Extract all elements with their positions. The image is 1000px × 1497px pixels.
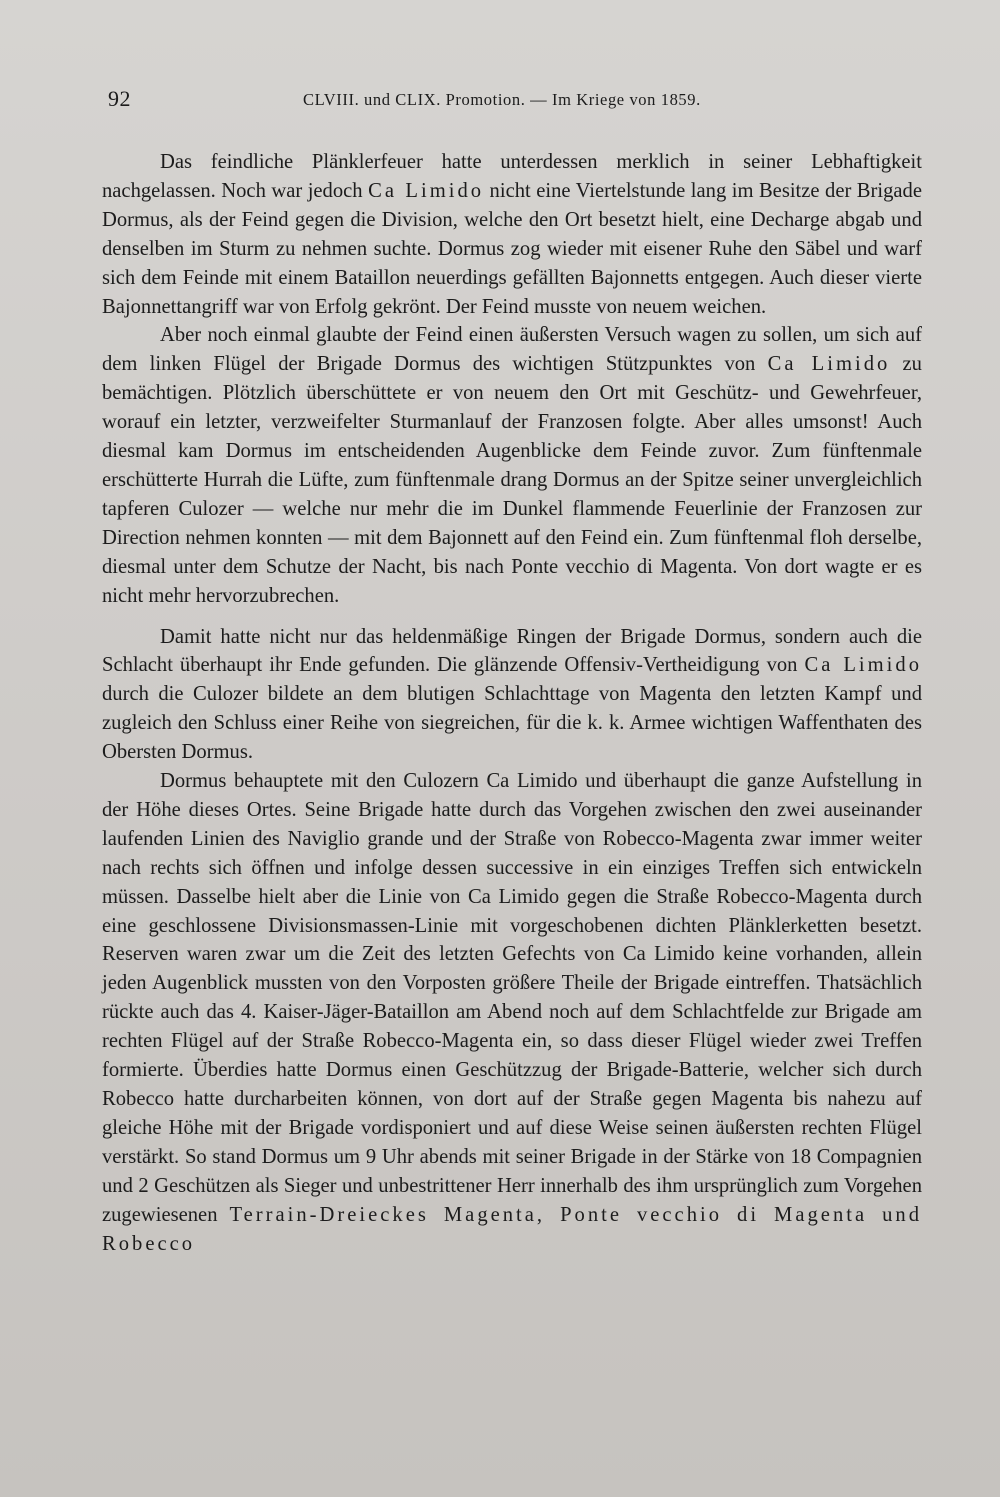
text-run: nicht eine Viertelstunde lang im Besitze der Brigade Dormus, als der Feind gegen die Division, welche den Ort besetzt hielt, eine Decharge abgab und denselben im Sturm zu nehmen suchte. Dormus zog wieder mit eisener Ruhe den Säbel und warf sich dem Feinde mit einem Bataillon neuerdings gefällten Bajonnetts entgegen. Auch dieser vierte Bajonnettangriff war von Erfolg gekrönt. Der Feind musste von neuem weichen.	[102, 179, 922, 318]
text-run: Damit hatte nicht nur das heldenmäßige Ringen der Brigade Dormus, sondern auch die Schlacht überhaupt ihr Ende gefunden. Die glänzende Offensiv-Vertheidigung von	[102, 625, 922, 677]
paragraph	[102, 148, 922, 321]
body-text	[102, 148, 922, 1258]
text-run: Das feindliche Plänklerfeuer hatte unterdessen merklich in seiner Lebhaftigkeit nachgelassen. Noch war jedoch	[102, 151, 922, 202]
page-header	[108, 86, 938, 120]
spaced-text-run: Terrain-Dreieckes Magenta, Ponte vecchio di Magenta und Robecco	[102, 1203, 922, 1255]
page-number: 92	[108, 86, 131, 111]
running-head: CLVIII. und CLIX. Promotion. — Im Kriege von 1859.	[303, 90, 701, 109]
spaced-text-run: Ca Limido	[368, 179, 485, 202]
spaced-text-run: Ca Limido	[767, 353, 891, 376]
spaced-text-run: Ca Limido	[804, 654, 922, 677]
paragraph	[102, 321, 922, 610]
paragraph	[102, 767, 922, 1258]
text-run: Dormus behauptete mit den Culozern Ca Limido und überhaupt die ganze Aufstellung in der Höhe dieses Ortes. Seine Brigade hatte durch das Vorgehen zwischen den zwei auseinander laufenden Linien des Naviglio grande und der Straße von Robecco-Magenta zwar immer weiter nach rechts sich öffnen und infolge dessen successive in ein einziges Treffen sich entwickeln müssen. Dasselbe hielt aber die Linie von Ca Limido gegen die Straße Robecco-Magenta durch eine geschlossene Divisionsmassen-Linie mit vorgeschobenen dichten Plänklerketten besetzt. Reserven waren zwar um die Zeit des letzten Gefechts von Ca Limido keine vorhanden, allein jeden Augenblick mussten von den Vorposten größere Theile der Brigade eintreffen. Thatsächlich rückte auch das 4. Kaiser-Jäger-Bataillon am Abend noch auf dem Schlachtfelde zur Brigade am rechten Flügel auf der Straße Robecco-Magenta ein, so dass dieser Flügel wieder zwei Treffen formierte. Überdies hatte Dormus einen Geschützzug der Brigade-Batterie, welcher sich durch Robecco hatte durcharbeiten können, von dort auf der Straße gegen Magenta bis nahezu auf gleiche Höhe mit der Brigade vordisponiert und auf diese Weise seinen äußersten rechten Flügel verstärkt. So stand Dormus um 9 Uhr abends mit seiner Brigade in der Stärke von 18 Compagnien und 2 Geschützen als Sieger und unbestrittener Herr innerhalb des ihm ursprünglich zum Vorgehen zugewiesenen	[102, 770, 922, 1226]
paragraph	[102, 623, 922, 768]
text-run: durch die Culozer bildete an dem blutigen Schlachttage von Magenta den letzten Kampf und zugleich den Schluss einer Reihe von siegreichen, für die k. k. Armee wichtigen Waffenthaten des Obersten Dormus.	[102, 683, 922, 764]
text-run: Aber noch einmal glaubte der Feind einen äußersten Versuch wagen zu sollen, um sich auf dem linken Flügel der Brigade Dormus des wichtigen Stützpunktes von	[102, 324, 922, 376]
text-run: zu bemächtigen. Plötzlich überschüttete er von neuem den Ort mit Geschütz- und Gewehrfeuer, worauf ein letzter, verzweifelter Sturmanlauf der Franzosen folgte. Aber alles umsonst! Auch diesmal kam Dormus im entscheidenden Augenblicke dem Feinde zuvor. Zum fünftenmale erschütterte Hurrah die Lüfte, zum fünftenmale drang Dormus an der Spitze seiner unvergleichlich tapferen Culozer — welche nur mehr die im Dunkel flammende Feuerlinie der Franzosen zur Direction nehmen konnten — mit dem Bajonnett auf den Feind ein. Zum fünftenmal floh derselbe, diesmal unter dem Schutze der Nacht, bis nach Ponte vecchio di Magenta. Von dort wagte er es nicht mehr hervorzubrechen.	[102, 353, 922, 607]
